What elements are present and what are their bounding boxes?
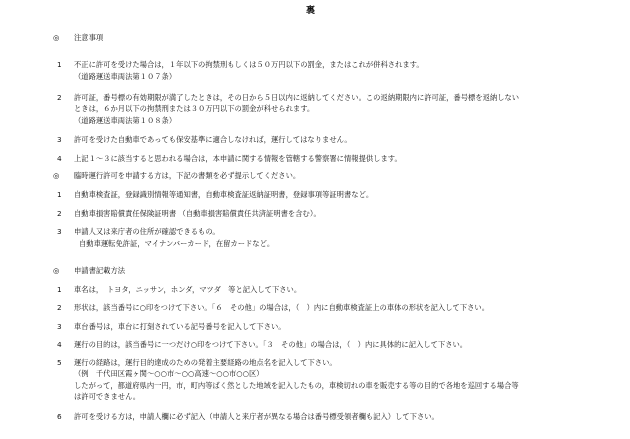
list-item-number: 4 [57,154,62,163]
list-item-number: 5 [57,358,62,367]
list-item-number: 1 [57,60,62,69]
list-item-text: 自動車損害賠償責任保険証明書 （自動車損害賠償責任共済証明書を含む）。 [74,209,321,218]
list-item-text: 申請人又は来庁者の住所が確認できるもの。 [74,227,220,236]
list-item-text: 運行の経路は，運行目的達成のための発着主要経路の地点名を記入して下さい。 [74,358,337,367]
list-item-text: 形状は，該当番号に○印をつけて下さい。「６ その他」の場合は，（ ）内に自動車検査証上の車体の形状を記入して下さい。 [74,303,489,312]
list-item-number: 4 [57,340,62,349]
section-heading: 申請書記載方法 [74,266,126,275]
list-item-text: 許可を受けた自動車であっても保安基準に適合しなければ，運行してはなりません。 [74,135,352,144]
list-item-text: 不正に許可を受けた場合は，１年以下の拘禁刑もしくは５０万円以下の罰金，またはこれが併科されます。 [74,60,424,69]
section-mark: ◎ [53,33,60,42]
list-item-number: 2 [57,209,62,218]
list-item-text: 許可を受ける方は，申請人欄に必ず記入（申請人と来庁者が異なる場合は番号標受領者欄も記入）して下さい。 [74,412,439,421]
list-item-number: 2 [57,93,62,102]
list-item-number: 6 [57,412,62,421]
list-item-text: 許可証，番号標の有効期限が満了したときは，その日から５日以内に返納してください。この返納期限内に許可証，番号標を返納しない [74,93,520,102]
list-item-number: 1 [57,285,62,294]
section-heading: 臨時運行許可を申請する方は，下記の書類を必ず提示してください。 [74,171,301,180]
list-item-text: したがって，都道府県内一円，市，町内等ばく然とした地域を記入したもの，車検切れの車を販売する等の目的で各地を巡回する場合等 [74,381,519,390]
list-item-text: （道路運送車両法第１０８条） [74,116,177,125]
section-mark: ◎ [53,171,60,180]
list-item-text: は許可できません。 [74,392,141,401]
page-title: 裏 [306,6,316,16]
section-mark: ◎ [53,266,60,275]
list-item-number: 3 [57,135,62,144]
list-item-number: 2 [57,303,62,312]
list-item-text: 運行の目的は，該当番号に一つだけ○印をつけて下さい。「３ その他」の場合は，（ ）内に具体的に記入して下さい。 [74,340,468,349]
list-item-number: 1 [57,190,62,199]
list-item-number: 3 [57,322,62,331]
list-item-text: 自動車運転免許証，マイナンバーカード，在留カードなど。 [79,239,275,248]
list-item-text: ときは，６か月以下の拘禁刑または３０万円以下の罰金が科せられます。 [74,104,315,113]
list-item-text: （道路運送車両法第１０７条） [74,72,177,81]
list-item-text: （例 千代田区霞ヶ関～○○市～○○高速～○○市○○区） [74,369,264,378]
list-item-text: 車台番号は，車台に打刻されている記号番号を記入して下さい。 [74,322,286,331]
list-item-text: 自動車検査証，登録識別情報等通知書，自動車検査証返納証明書，登録事項等証明書など。 [74,190,374,199]
list-item-text: 上記１～３に該当すると思われる場合は，本申請に関する情報を管轄する警察署に情報提供します。 [74,154,402,163]
section-heading: 注意事項 [74,33,104,42]
list-item-text: 車名は， トヨタ，ニッサン，ホンダ，マツダ 等と記入して下さい。 [74,285,302,294]
list-item-number: 3 [57,227,62,236]
